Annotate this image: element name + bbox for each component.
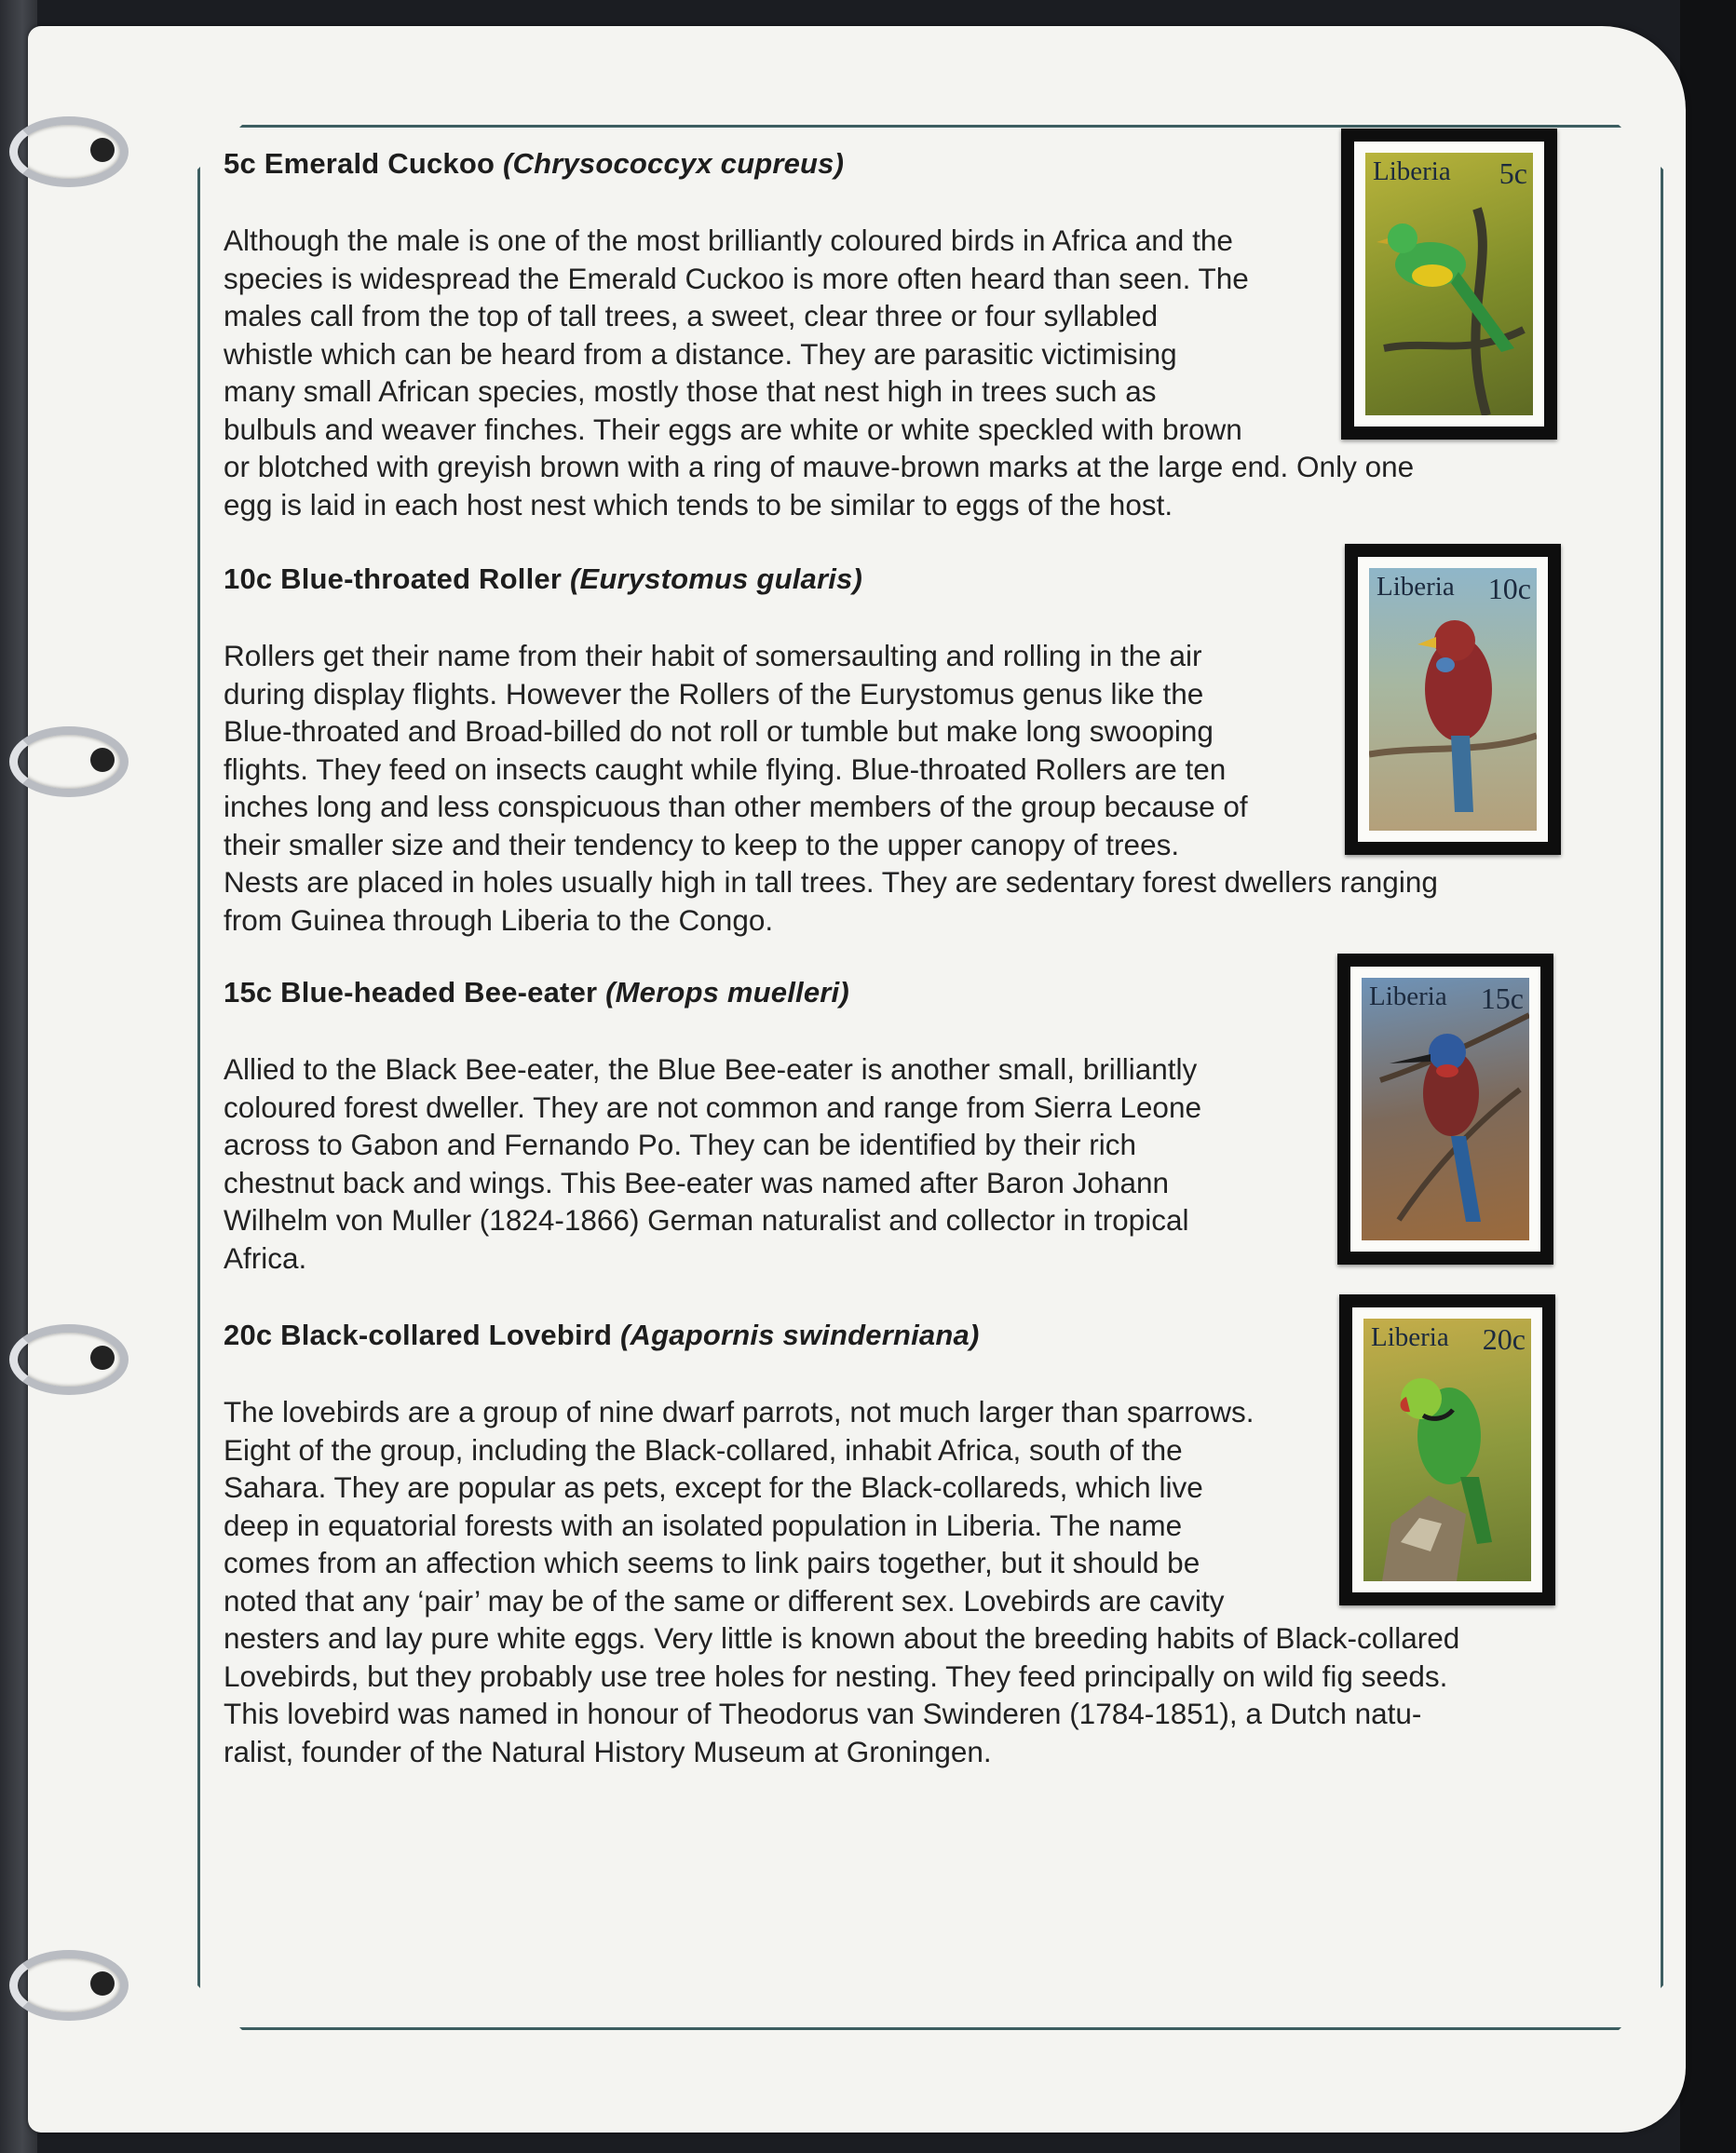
stamp-value: 10c [1487,572,1531,605]
binder-ring-4 [9,1950,129,2021]
text-line: ralist, founder of the Natural History Museum at Groningen. [224,1734,992,1768]
stamp-value: 5c [1499,156,1527,190]
binder-ring-3 [9,1324,129,1395]
stamp-mount [1345,544,1561,855]
text-line: deep in equatorial forests with an isolated population in Liberia. The name [224,1508,1183,1542]
heading-scientific-name: (Chrysococcyx cupreus) [502,147,845,180]
text-line: coloured forest dweller. They are not common and range from Sierra Leone [224,1090,1201,1124]
text-line: Lovebirds, but they probably use tree holes for nesting. They feed principally on wild fig seeds. [224,1659,1448,1693]
stamp-country: Liberia [1369,982,1447,1011]
stamp-blue-throated-roller [1358,557,1548,842]
text-line: The lovebirds are a group of nine dwarf parrots, not much larger than sparrows. [224,1395,1255,1429]
heading-common-name: 10c Blue-throated Roller [224,562,563,595]
text-line: Nests are placed in holes usually high in tall trees. They are sedentary forest dwellers ranging [224,865,1438,899]
text-line: from Guinea through Liberia to the Congo. [224,902,774,937]
blue-headed-bee-eater-illustration [1362,978,1529,1240]
stamp-black-collared-lovebird [1352,1307,1542,1592]
black-collared-lovebird-illustration [1363,1319,1531,1581]
text-line: Allied to the Black Bee-eater, the Blue Bee-eater is another small, brilliantly [224,1052,1198,1086]
stamp-emerald-cuckoo [1354,142,1544,427]
text-line: whistle which can be heard from a distance. They are parasitic victimising [224,336,1177,371]
text-line: across to Gabon and Fernando Po. They can be identified by their rich [224,1128,1137,1161]
section-body [224,637,1438,939]
section-body [224,1050,1201,1277]
stamp-artwork [1363,1319,1531,1581]
section-heading [224,562,862,596]
text-line: Eight of the group, including the Black-collared, inhabit Africa, south of the [224,1432,1183,1467]
text-line: species is widespread the Emerald Cuckoo is more often heard than seen. The [224,261,1249,295]
heading-common-name: 5c Emerald Cuckoo [224,147,495,180]
heading-scientific-name: (Eurystomus gularis) [569,562,862,595]
text-line: Blue-throated and Broad-billed do not roll or tumble but make long swooping [224,714,1214,748]
section-heading [224,976,849,1009]
text-line: Sahara. They are popular as pets, except for the Black-collareds, which live [224,1470,1203,1504]
blue-throated-roller-illustration [1369,568,1537,831]
binder-cover-edge [1680,0,1736,2153]
binder-ring-2 [9,726,129,797]
stamp-mount [1339,1294,1555,1605]
heading-common-name: 15c Blue-headed Bee-eater [224,976,598,1009]
stamp-value: 20c [1482,1322,1526,1356]
text-line: Although the male is one of the most brilliantly coloured birds in Africa and the [224,223,1233,257]
heading-scientific-name: (Agapornis swinderniana) [620,1319,980,1351]
stamp-country: Liberia [1371,1322,1449,1352]
stamp-mount [1337,954,1553,1265]
stamp-country: Liberia [1373,156,1451,186]
section-body [224,1393,1459,1770]
text-line: many small African species, mostly those that nest high in trees such as [224,374,1157,408]
text-line: Rollers get their name from their habit of somersaulting and rolling in the air [224,639,1202,672]
stamp-artwork [1369,568,1537,831]
binder-ring-1 [9,116,129,187]
stamp-country: Liberia [1377,572,1455,602]
text-line: bulbuls and weaver finches. Their eggs are white or white speckled with brown [224,412,1242,446]
section-heading [224,1319,979,1352]
text-line: males call from the top of tall trees, a sweet, clear three or four syllabled [224,299,1159,332]
heading-scientific-name: (Merops muelleri) [605,976,849,1009]
text-line: chestnut back and wings. This Bee-eater was named after Baron Johann [224,1165,1170,1199]
text-line: comes from an affection which seems to link pairs together, but it should be [224,1546,1200,1579]
text-line: egg is laid in each host nest which tends to be similar to eggs of the host. [224,487,1173,521]
text-line: during display flights. However the Rollers of the Eurystomus genus like the [224,676,1204,711]
text-line: This lovebird was named in honour of Theodorus van Swinderen (1784-1851), a Dutch natu- [224,1697,1422,1730]
heading-common-name: 20c Black-collared Lovebird [224,1319,613,1351]
text-line: Wilhelm von Muller (1824-1866) German naturalist and collector in tropical [224,1203,1189,1237]
section-body [224,222,1414,523]
text-line: inches long and less conspicuous than other members of the group because of [224,790,1248,823]
stamp-artwork [1365,153,1533,415]
stamp-blue-headed-bee-eater [1350,967,1540,1252]
emerald-cuckoo-illustration [1365,153,1533,415]
text-line: or blotched with greyish brown with a ring of mauve-brown marks at the large end. Only one [224,450,1415,483]
text-line: Africa. [224,1240,307,1275]
text-line: their smaller size and their tendency to keep to the upper canopy of trees. [224,827,1180,861]
text-line: nesters and lay pure white eggs. Very little is known about the breeding habits of Black-collared [224,1621,1460,1655]
text-line: flights. They feed on insects caught while flying. Blue-throated Rollers are ten [224,752,1227,786]
section-heading [224,147,844,181]
stamp-artwork [1362,978,1529,1240]
stamp-value: 15c [1480,982,1524,1015]
stamp-mount [1341,129,1557,440]
text-line: noted that any ‘pair’ may be of the same or different sex. Lovebirds are cavity [224,1583,1225,1618]
